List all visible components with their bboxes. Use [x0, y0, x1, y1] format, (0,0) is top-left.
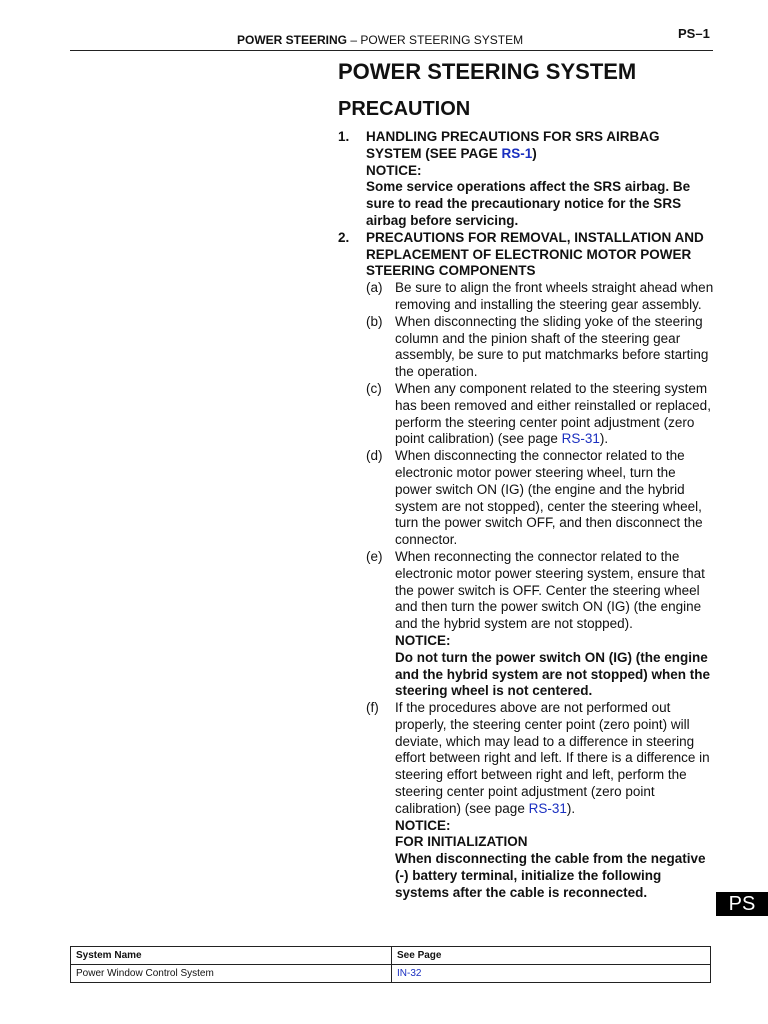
column-header: See Page — [392, 947, 711, 965]
notice-label: NOTICE: — [395, 817, 451, 833]
subitem-label: (a) — [366, 280, 383, 296]
link-rs-31[interactable]: RS-31 — [528, 800, 567, 816]
item-number: 2. — [338, 229, 350, 245]
subitem-label: (e) — [366, 548, 383, 564]
notice-label: NOTICE: — [395, 632, 451, 648]
reference-table — [70, 946, 711, 983]
item-heading-suffix: ) — [532, 145, 537, 161]
subitem-c — [338, 381, 714, 448]
subitem-suffix: ). — [599, 431, 609, 447]
subitem-label: (c) — [366, 380, 382, 396]
table-row — [71, 965, 711, 983]
subitem-text: Be sure to align the front wheels straight ahead when removing and installing the steering gear assembly. — [395, 280, 714, 312]
subitem-f — [338, 700, 714, 818]
page-header — [0, 26, 768, 50]
section-heading: PRECAUTION — [338, 98, 471, 120]
item-heading: PRECAUTIONS FOR REMOVAL, INSTALLATION AND REPLACEMENT OF ELECTRONIC MOTOR POWER STEERING COMPONENTS — [366, 229, 704, 279]
subitem-text: When any component related to the steering system has been removed and either reinstalled or replaced, perform the steering center point adjustment (zero point calibration) (see page — [395, 380, 711, 447]
link-in-32[interactable]: IN-32 — [392, 965, 711, 983]
subitem-a — [338, 280, 714, 314]
link-rs-31[interactable]: RS-31 — [561, 431, 600, 447]
notice-e — [338, 633, 714, 700]
header-section: POWER STEERING — [237, 33, 348, 47]
subitem-b — [338, 314, 714, 381]
subitem-text: When disconnecting the connector related to the electronic motor power steering wheel, turn the power switch ON (IG) (the engine and the hybrid system are not stopped), center the steering wheel, turn the power switch OFF, and then disconnect the connector. — [395, 448, 703, 548]
page-number: PS–1 — [678, 26, 710, 41]
subitem-e — [338, 549, 714, 633]
notice-text: Some service operations affect the SRS airbag. Be sure to read the precautionary notice for the SRS airbag before servicing. — [366, 179, 691, 228]
column-header: System Name — [71, 947, 392, 965]
item-2 — [338, 230, 714, 280]
section-tab: PS — [716, 892, 768, 916]
item-1 — [338, 129, 714, 230]
item-heading — [366, 129, 714, 163]
subitem-label: (b) — [366, 313, 383, 329]
subitem-label: (f) — [366, 700, 379, 716]
running-header — [237, 33, 523, 47]
page-title: POWER STEERING SYSTEM — [338, 59, 637, 84]
subitem-suffix: ). — [566, 800, 576, 816]
subitem-text: If the procedures above are not performed out properly, the steering center point (zero point) will deviate, which may lead to a difference in steering effort between right and left. If there is a difference in steering effort between right and left, perform the steering center point adjustment (zero point calibration) (see page — [395, 700, 710, 816]
header-subsection: POWER STEERING SYSTEM — [360, 33, 524, 47]
notice-text: Do not turn the power switch ON (IG) (the engine and the hybrid system are not stopped) when the steering wheel is not centered. — [395, 649, 711, 699]
notice-text: When disconnecting the cable from the negative (-) battery terminal, initialize the following systems after the cable is reconnected. — [395, 851, 706, 900]
subitem-text: When disconnecting the sliding yoke of the steering column and the pinion shaft of the steering gear assembly, be sure to put matchmarks before starting the operation. — [395, 313, 709, 380]
header-separator: – — [350, 33, 358, 47]
table-header-row — [71, 947, 711, 965]
subitem-text: When reconnecting the connector related to the electronic motor power steering system, ensure that the power switch is OFF. Center the steering wheel and then turn the power switch ON (IG) (the engine and the hybrid system are not stopped). — [395, 548, 705, 632]
header-divider — [70, 50, 713, 51]
item-number: 1. — [338, 129, 350, 144]
notice-f — [338, 818, 714, 902]
subitem-d — [338, 448, 714, 549]
notice-heading: FOR INITIALIZATION — [395, 834, 528, 850]
notice-label: NOTICE: — [366, 162, 422, 178]
main-content — [338, 129, 714, 902]
table-cell: Power Window Control System — [71, 965, 392, 983]
subitem-label: (d) — [366, 448, 383, 464]
item-heading-text: HANDLING PRECAUTIONS FOR SRS AIRBAG SYSTEM (SEE PAGE — [366, 129, 660, 161]
link-rs-1[interactable]: RS-1 — [501, 145, 533, 161]
